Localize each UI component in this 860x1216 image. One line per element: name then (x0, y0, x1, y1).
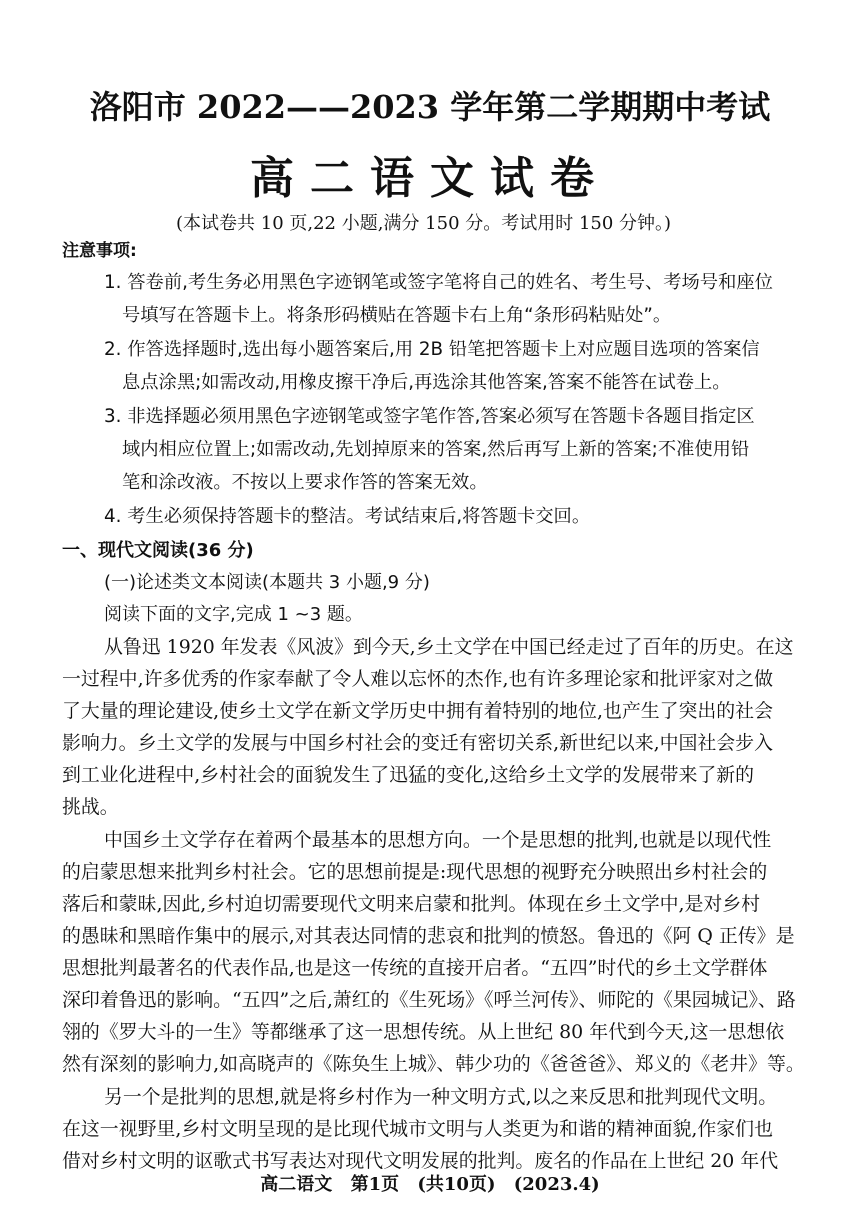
notice-line: 笔和涂改液。不按以上要求作答的答案无效。 (122, 472, 488, 493)
passage-line: 挑战。 (62, 796, 119, 818)
notice-line: 域内相应位置上;如需改动,先划掉原来的答案,然后再写上新的答案;不准使用铅 (122, 439, 750, 460)
section-heading: 一、现代文阅读(36 分) (62, 540, 254, 561)
notice-line: 息点涂黑;如需改动,用橡皮擦干净后,再选涂其他答案,答案不能答在试卷上。 (122, 372, 731, 393)
passage-line: 在这一视野里,乡村文明呈现的是比现代城市文明与人类更为和谐的精神面貌,作家们也 (62, 1118, 773, 1140)
notice-line: 1. 答卷前,考生务必用黑色字迹钢笔或签字笔将自己的姓名、考生号、考场号和座位 (104, 272, 773, 293)
exam-subtitle: 高二语文试卷 (250, 153, 610, 204)
passage-line: 从鲁迅 1920 年发表《风波》到今天,乡土文学在中国已经走过了百年的历史。在这 (104, 636, 794, 658)
notice-heading: 注意事项: (62, 241, 137, 261)
exam-title: 洛阳市 2022——2023 学年第二学期期中考试 (89, 88, 771, 126)
passage-line: 落后和蒙昧,因此,乡村迫切需要现代文明来启蒙和批判。体现在乡土文学中,是对乡村 (62, 893, 761, 915)
passage-line: 的启蒙思想来批判乡村社会。它的思想前提是:现代思想的视野充分映照出乡村社会的 (62, 861, 768, 883)
passage-line: 中国乡土文学存在着两个最基本的思想方向。一个是思想的批判,也就是以现代性 (104, 829, 772, 851)
passage-line: 一过程中,许多优秀的作家奉献了令人难以忘怀的杰作,也有许多理论家和批评家对之做 (62, 668, 773, 690)
passage-line: 了大量的理论建设,使乡土文学在新文学历史中拥有着特别的地位,也产生了突出的社会 (62, 700, 773, 722)
passage-line: 另一个是批判的思想,就是将乡村作为一种文明方式,以之来反思和批判现代文明。 (104, 1086, 778, 1108)
footer-page-number: 第1页 (350, 1174, 400, 1195)
footer-subject: 高二语文 (260, 1174, 333, 1195)
passage-line: 翎的《罗大斗的一生》等都继承了这一思想传统。从上世纪 80 年代到今天,这一思想依 (62, 1021, 785, 1043)
notice-line: 3. 非选择题必须用黑色字迹钢笔或签字笔作答,答案必须写在答题卡各题目指定区 (104, 406, 755, 427)
passage-line: 思想批判最著名的代表作品,也是这一传统的直接开启者。“五四”时代的乡土文学群体 (62, 957, 768, 979)
passage-line: 的愚昧和黑暗作集中的展示,对其表达同情的悲哀和批判的愤怒。鲁迅的《阿 Q 正传》是 (62, 925, 795, 947)
exam-info: (本试卷共 10 页,22 小题,满分 150 分。考试用时 150 分钟。) (176, 213, 672, 234)
notice-line: 4. 考生必须保持答题卡的整洁。考试结束后,将答题卡交回。 (104, 506, 591, 527)
passage-line: 到工业化进程中,乡村社会的面貌发生了迅猛的变化,这给乡土文学的发展带来了新的 (62, 764, 755, 786)
notice-line: 号填写在答题卡上。将条形码横贴在答题卡右上角“条形码粘贴处”。 (122, 305, 672, 326)
footer-total-pages: (共10页) (417, 1174, 496, 1195)
passage-line: 深印着鲁迅的影响。“五四”之后,萧红的《生死场》《呼兰河传》、师陀的《果园城记》、路 (62, 989, 796, 1011)
reading-instruction: 阅读下面的文字,完成 1 ~3 题。 (104, 604, 363, 625)
page-footer (0, 1170, 860, 1196)
passage-line: 影响力。乡土文学的发展与中国乡村社会的变迁有密切关系,新世纪以来,中国社会步入 (62, 732, 773, 754)
section-subheading: (一)论述类文本阅读(本题共 3 小题,9 分) (104, 572, 430, 593)
notice-line: 2. 作答选择题时,选出每小题答案后,用 2B 铅笔把答题卡上对应题目选项的答案信 (104, 339, 760, 360)
footer-date: (2023.4) (513, 1174, 600, 1195)
passage-line: 借对乡村文明的讴歌式书写表达对现代文明发展的批判。废名的作品在上世纪 20 年代 (62, 1150, 779, 1172)
passage-line: 然有深刻的影响力,如高晓声的《陈奂生上城》、韩少功的《爸爸爸》、郑义的《老井》等。 (62, 1053, 805, 1075)
